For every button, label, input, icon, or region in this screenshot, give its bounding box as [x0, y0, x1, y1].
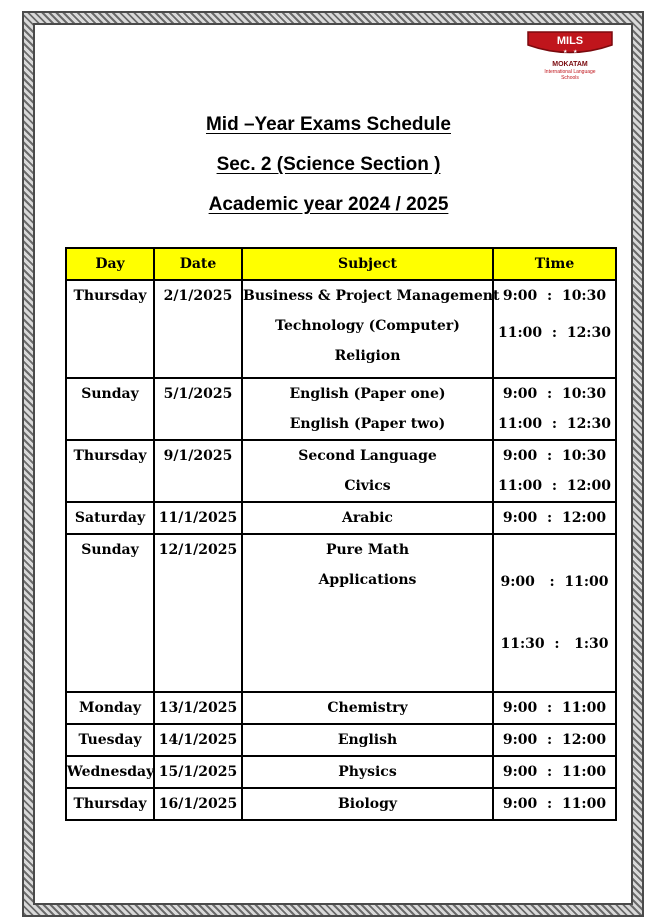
time-cell: 9:00 : 10:30 11:00 : 12:30	[493, 378, 616, 440]
table-header-row	[66, 248, 616, 280]
date-cell: 16/1/2025	[154, 788, 242, 820]
subject-cell: Chemistry	[242, 692, 493, 724]
date-cell: 13/1/2025	[154, 692, 242, 724]
table-row	[66, 440, 616, 502]
day-cell: Sunday	[66, 534, 154, 692]
svg-text:Schools: Schools	[561, 75, 579, 81]
day-cell: Thursday	[66, 280, 154, 378]
section-title: Sec. 2 (Science Section )	[216, 154, 441, 175]
time-cell: 9:00 : 11:00	[493, 692, 616, 724]
table-row	[66, 756, 616, 788]
svg-text:★: ★	[573, 49, 578, 55]
subject-cell: Arabic	[242, 502, 493, 534]
table-row	[66, 502, 616, 534]
day-cell: Wednesday	[66, 756, 154, 788]
subject-cell: Physics	[242, 756, 493, 788]
table-row	[66, 724, 616, 756]
day-cell: Saturday	[66, 502, 154, 534]
date-cell: 5/1/2025	[154, 378, 242, 440]
day-cell: Thursday	[66, 440, 154, 502]
time-cell: 9:00 : 10:30 11:00 : 12:00	[493, 440, 616, 502]
table-row	[66, 534, 616, 692]
subject-cell: Pure Math Applications	[242, 534, 493, 692]
date-cell: 15/1/2025	[154, 756, 242, 788]
day-cell: Sunday	[66, 378, 154, 440]
academic-year: Academic year 2024 / 2025	[208, 194, 449, 215]
subject-cell: Biology	[242, 788, 493, 820]
time-cell: 9:00 : 11:00	[493, 788, 616, 820]
svg-text:International Language: International Language	[544, 69, 596, 75]
time-cell: 9:00 : 12:00	[493, 724, 616, 756]
table-row	[66, 280, 616, 378]
subject-cell: Business & Project Management Technology (Computer) Religion	[242, 280, 493, 378]
date-cell: 2/1/2025	[154, 280, 242, 378]
table-row	[66, 378, 616, 440]
exam-schedule-table	[65, 247, 617, 821]
column-header-time: Time	[493, 248, 616, 280]
day-cell: Monday	[66, 692, 154, 724]
school-logo	[511, 30, 629, 82]
date-cell: 14/1/2025	[154, 724, 242, 756]
subject-cell: Second Language Civics	[242, 440, 493, 502]
time-cell: 9:00 : 11:00	[493, 756, 616, 788]
column-header-day: Day	[66, 248, 154, 280]
time-cell: 9:00 : 10:30 11:00 : 12:30	[493, 280, 616, 378]
svg-text:★: ★	[563, 49, 568, 55]
svg-text:MOKATAM: MOKATAM	[552, 61, 588, 68]
subject-cell: English	[242, 724, 493, 756]
schedule-title: Mid –Year Exams Schedule	[205, 114, 451, 135]
table-row	[66, 788, 616, 820]
day-cell: Tuesday	[66, 724, 154, 756]
column-header-date: Date	[154, 248, 242, 280]
svg-text:MILS: MILS	[556, 35, 584, 47]
date-cell: 9/1/2025	[154, 440, 242, 502]
time-cell: 9:00 : 12:00	[493, 502, 616, 534]
time-cell: 9:00 : 11:00 11:30 : 1:30	[493, 534, 616, 692]
table-row	[66, 692, 616, 724]
subject-cell: English (Paper one) English (Paper two)	[242, 378, 493, 440]
column-header-subject: Subject	[242, 248, 493, 280]
date-cell: 12/1/2025	[154, 534, 242, 692]
date-cell: 11/1/2025	[154, 502, 242, 534]
day-cell: Thursday	[66, 788, 154, 820]
